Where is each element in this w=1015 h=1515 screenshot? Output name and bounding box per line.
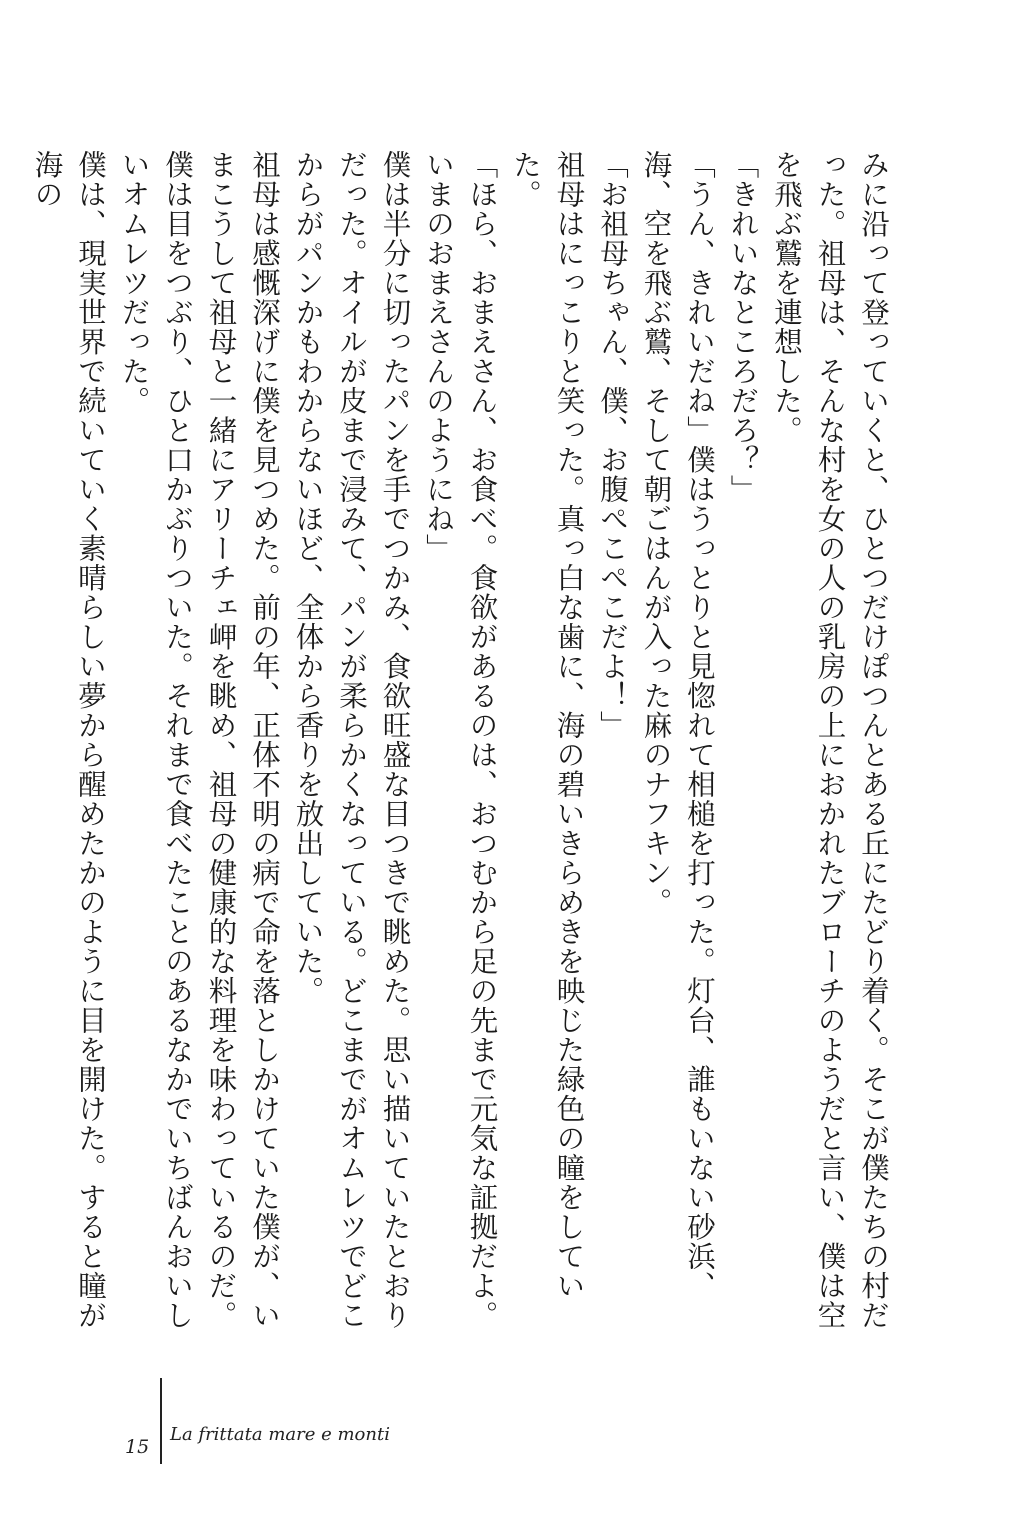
paragraph: 「きれいなところだろ？」 — [726, 150, 760, 504]
paragraph: 「ほら、おまえさん、お食べ。食欲があるのは、おつむから足の先まで元気な証拠だよ。いまのおまえさんのようにね」 — [422, 150, 499, 1330]
paragraph: 僕は目をつぶり、ひと口かぶりついた。それまで食べたことのあるなかでいちばんおいしいオムレツだった。 — [117, 150, 194, 1330]
paragraph: 「お祖母ちゃん、僕、お腹ぺこぺこだよ！」 — [596, 150, 629, 740]
paragraph: 「うん、きれいだね」僕はうっとりと見惚れて相槌を打った。灯台、誰もいない砂浜、海、空を飛ぶ鷲、そして朝ごはんが入った麻のナフキン。 — [639, 150, 716, 1301]
paragraph: 祖母は感慨深げに僕を見つめた。前の年、正体不明の病で命を落としかけていた僕が、いまこうして祖母と一緒にアリーチェ岬を眺め、祖母の健康的な料理を味わっているのだ。 — [204, 150, 281, 1330]
paragraph: 僕は、現実世界で続いていく素晴らしい夢から醒めたかのように目を開けた。すると瞳が海の — [30, 150, 107, 1330]
running-title: La frittata mare e monti — [170, 1424, 390, 1445]
footer-divider — [160, 1378, 162, 1464]
paragraph: みに沿って登っていくと、ひとつだけぽつんとある丘にたどり着く。そこが僕たちの村だった。祖母は、そんな村を女の人の乳房の上におかれたブローチのようだと言い、僕は空を飛ぶ鷲を連想した。 — [770, 150, 890, 1330]
paragraph: 僕は半分に切ったパンを手でつかみ、食欲旺盛な目つきで眺めた。思い描いていたとおりだった。オイルが皮まで浸みて、パンが柔らかくなっている。どこまでがオムレツでどこからがパンかもわからないほど、全体から香りを放出していた。 — [291, 150, 412, 1330]
vertical-body-text — [25, 150, 895, 1340]
page-number: 15 — [125, 1436, 150, 1458]
paragraph: 祖母はにっこりと笑った。真っ白な歯に、海の碧いきらめきを映じた緑色の瞳をしていた。 — [509, 150, 586, 1301]
